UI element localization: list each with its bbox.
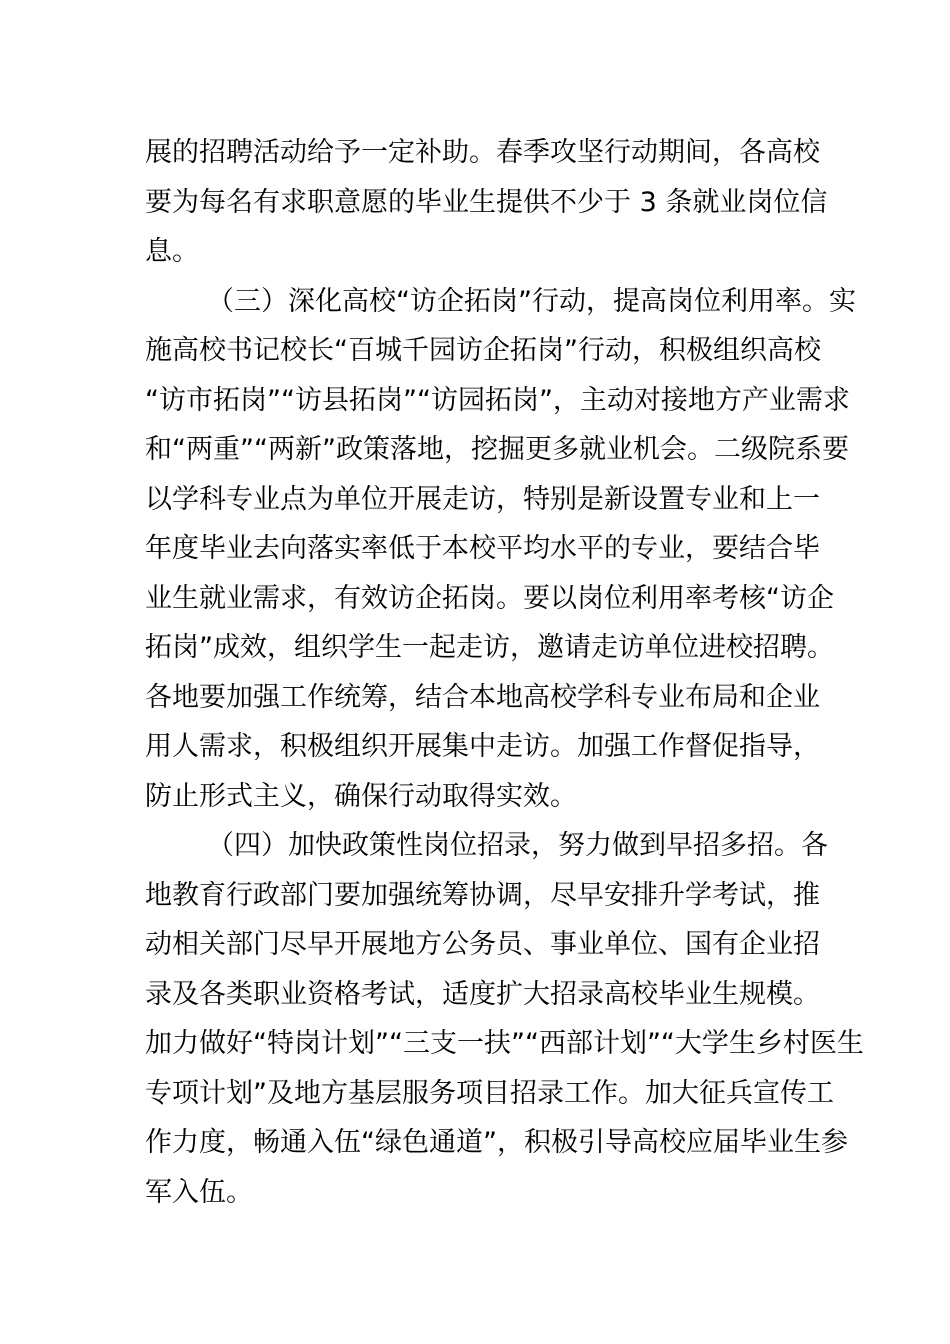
body-line: 以学科专业点为单位开展走访，特别是新设置专业和上一	[145, 483, 820, 515]
body-line: 年度毕业去向落实率低于本校平均水平的专业，要结合毕	[145, 533, 820, 564]
body-line: 展的招聘活动给予一定补助。春季攻坚行动期间，各高校	[145, 137, 820, 168]
body-line: 防止形式主义，确保行动取得实效。	[145, 780, 577, 812]
body-line: 业生就业需求，有效访企拓岗。要以岗位利用率考核“访企	[145, 582, 834, 614]
document-body	[145, 128, 864, 1217]
section-heading-line: （四）加快政策性岗位招录，努力做到早招多招。各	[207, 830, 828, 861]
section-heading-line: （三）深化高校“访企拓岗”行动，提高岗位利用率。实	[207, 285, 856, 317]
body-line: 专项计划”及地方基层服务项目招录工作。加大征兵宣传工	[145, 1077, 834, 1109]
body-line: 各地要加强工作统筹，结合本地高校学科专业布局和企业	[145, 681, 820, 713]
body-line: 录及各类职业资格考试，适度扩大招录高校毕业生规模。	[145, 978, 820, 1010]
body-line: 地教育行政部门要加强统筹协调，尽早安排升学考试，推	[145, 879, 820, 911]
body-line: “访市拓岗”“访县拓岗”“访园拓岗”，主动对接地方产业需求	[145, 384, 850, 416]
body-line: 和“两重”“两新”政策落地，挖掘更多就业机会。二级院系要	[145, 434, 849, 465]
body-line: 施高校书记校长“百城千园访企拓岗”行动，积极组织高校	[145, 335, 821, 366]
body-line: 军入伍。	[145, 1176, 253, 1208]
body-line: 用人需求，积极组织开展集中走访。加强工作督促指导，	[145, 731, 820, 762]
body-line: 动相关部门尽早开展地方公务员、事业单位、国有企业招	[145, 929, 820, 960]
body-line: 要为每名有求职意愿的毕业生提供不少于 3 条就业岗位信	[145, 186, 828, 218]
body-line: 作力度，畅通入伍“绿色通道”，积极引导高校应届毕业生参	[145, 1127, 848, 1158]
body-line: 拓岗”成效，组织学生一起走访，邀请走访单位进校招聘。	[145, 632, 834, 663]
body-line: 息。	[145, 236, 199, 267]
body-line: 加力做好“特岗计划”“三支一扶”“西部计划”“大学生乡村医生	[145, 1028, 864, 1059]
